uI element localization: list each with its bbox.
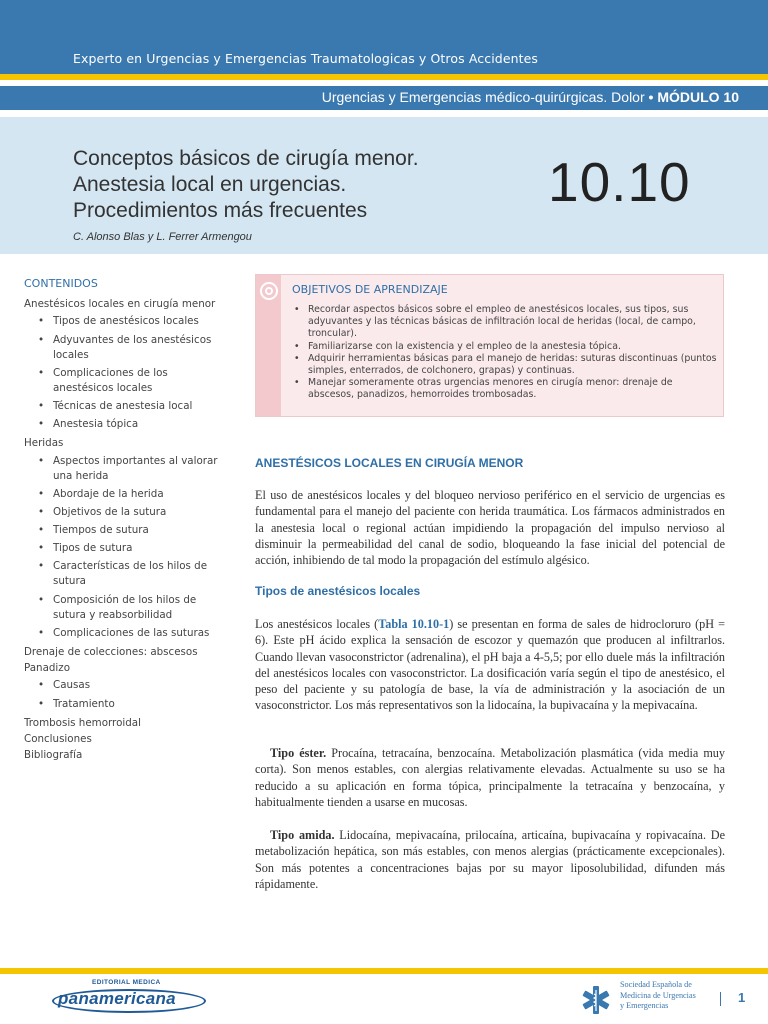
society-name: Sociedad Española de Medicina de Urgencias y Emergencias — [620, 980, 696, 1010]
module-line: Urgencias y Emergencias médico-quirúrgicas. Dolor • MÓDULO 10 — [321, 89, 739, 105]
contents-sidebar — [24, 276, 224, 763]
objective-item: • Familiarizarse con la existencia y el empleo de la anestesia tópica. — [292, 341, 717, 353]
header-band — [0, 0, 768, 74]
contents-subitem[interactable]: • Abordaje de la herida — [24, 487, 224, 502]
objectives-list — [292, 304, 717, 402]
target-icon — [260, 282, 278, 300]
star-of-life-icon — [580, 984, 612, 1016]
objective-item: • Manejar someramente otras urgencias menores en cirugía menor: drenaje de abscesos, panadizos, hemorroides trombosadas. — [292, 377, 717, 401]
page-number: 1 — [738, 990, 746, 1005]
publisher-logo — [52, 979, 210, 1015]
objectives-box — [255, 274, 724, 417]
objective-item: • Adquirir herramientas básicas para el manejo de heridas: suturas discontinuas (puntos simples, enterrados, de colchonero, grapas) y continuas. — [292, 353, 717, 377]
chapter-title: Conceptos básicos de cirugía menor. Anestesia local en urgencias. Procedimientos más frecuentes — [73, 147, 419, 222]
module-band — [0, 86, 768, 110]
chapter-number: 10.10 — [548, 151, 691, 213]
types-paragraph: Los anestésicos locales (Tabla 10.10-1) se presentan en forma de sales de hidrocloruro (pH = 6). Este pH ácido explica la sensación de escozor y quemazón que producen al infiltrarlos. Cuando llevan vasoconstrictor (adrenalina), el pH baja a 4-5,5; por ello duele más la infiltración del anestésicos locales con vasoconstrictor. La dosificación varía según el tipo de anestésico, el peso del paciente y su patología de base, la vía de administración y la asociación de un vasoconstrictor. Los más representativos son la lidocaína, la bupivacaína y la mepivacaína. — [255, 617, 725, 713]
ester-paragraph: Tipo éster. Procaína, tetracaína, benzocaína. Metabolización plasmática (vida media muy corta). Son menos estables, con alergias relativamente elevadas. Actualmente su uso se ha reducido a su aplicación en forma tópica, principalmente la tetracaína y benzocaína, y habitualmente tienden a usarse en mucosas. — [255, 746, 725, 809]
contents-section[interactable]: Drenaje de colecciones: abscesos — [24, 646, 198, 659]
contents-heading: CONTENIDOS — [24, 277, 98, 290]
contents-subitem[interactable]: • Tipos de anestésicos locales — [24, 314, 224, 329]
objectives-icon-column — [256, 275, 281, 416]
contents-subitem[interactable]: • Tiempos de sutura — [24, 523, 224, 538]
amide-lead: Tipo amida. — [270, 828, 335, 842]
contents-subitem[interactable]: • Complicaciones de las suturas — [24, 626, 224, 641]
contents-section[interactable]: Panadizo — [24, 662, 70, 675]
contents-subitem[interactable]: • Tipos de sutura — [24, 541, 224, 556]
section-heading: ANESTÉSICOS LOCALES EN CIRUGÍA MENOR — [255, 456, 524, 470]
course-title: Experto en Urgencias y Emergencias Traumatologicas y Otros Accidentes — [73, 51, 539, 66]
objective-item: • Recordar aspectos básicos sobre el empleo de anestésicos locales, sus tipos, sus adyuvantes y las técnicas básicas de infiltración local de heridas (local, de campo, troncular). — [292, 304, 717, 341]
contents-subitem[interactable]: • Composición de los hilos de sutura y reabsorbilidad — [24, 593, 224, 623]
page-separator — [720, 992, 721, 1006]
contents-subitem[interactable]: • Técnicas de anestesia local — [24, 399, 224, 414]
publisher-top-text: EDITORIAL MEDICA — [92, 979, 161, 986]
contents-section[interactable]: Trombosis hemorroidal — [24, 716, 141, 729]
objectives-heading: OBJETIVOS DE APRENDIZAJE — [292, 283, 448, 296]
contents-subitem[interactable]: • Complicaciones de los anestésicos locales — [24, 366, 224, 396]
contents-subitem[interactable]: • Objetivos de la sutura — [24, 505, 224, 520]
subsection-heading: Tipos de anestésicos locales — [255, 584, 421, 598]
contents-section[interactable]: Anestésicos locales en cirugía menor — [24, 298, 216, 311]
publisher-name: panamericana — [58, 989, 176, 1008]
contents-subitem[interactable]: • Tratamiento — [24, 697, 224, 712]
contents-subitem[interactable]: • Adyuvantes de los anestésicos locales — [24, 333, 224, 363]
ester-lead: Tipo éster. — [270, 746, 327, 760]
intro-paragraph: El uso de anestésicos locales y del bloqueo nervioso periférico en el servicio de urgencias es fundamental para el manejo del paciente con herida traumática. Los fármacos administrados en la anestesia local o regional actúan impidiendo la propagación del impulso nervioso al disminuir la permeabilidad del canal de sodio, bloqueando la fase inicial del potencial de acción, inhibiendo de tal modo la propagación del estímulo algésico. — [255, 488, 725, 568]
footer-rule — [0, 968, 768, 974]
contents-subitem[interactable]: • Causas — [24, 678, 224, 693]
table-reference-link[interactable]: Tabla 10.10-1 — [378, 617, 450, 631]
contents-subitem[interactable]: • Características de los hilos de sutura — [24, 559, 224, 589]
module-label: MÓDULO 10 — [657, 89, 739, 105]
header-rule — [0, 74, 768, 80]
contents-section[interactable]: Heridas — [24, 437, 64, 450]
authors: C. Alonso Blas y L. Ferrer Armengou — [73, 231, 252, 243]
title-block — [0, 117, 768, 254]
contents-subitem[interactable]: • Anestesia tópica — [24, 417, 224, 432]
contents-subitem[interactable]: • Aspectos importantes al valorar una herida — [24, 454, 224, 484]
contents-section[interactable]: Conclusiones — [24, 733, 92, 746]
contents-section[interactable]: Bibliografía — [24, 749, 83, 762]
amide-paragraph: Tipo amida. Lidocaína, mepivacaína, prilocaína, articaína, bupivacaína y ropivacaína. De metabolización hepática, son más estables, con menos alergias (prácticamente excepcionales). Son más potentes a concentraciones bajas por su mayor liposolubilidad, difunden más rápidamente. — [255, 828, 725, 891]
